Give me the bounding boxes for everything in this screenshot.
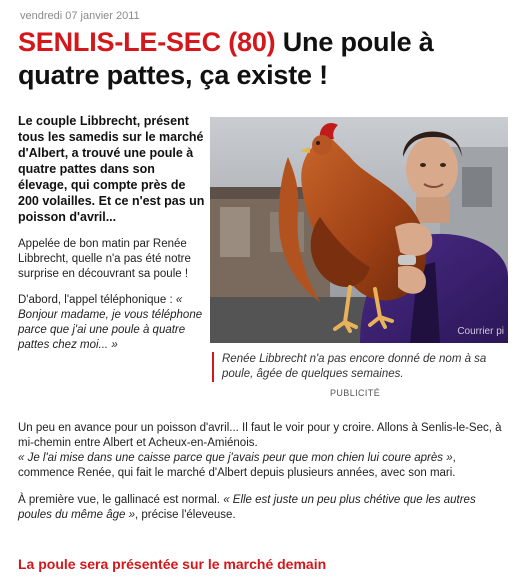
paragraph-4-text: À première vue, le gallinacé est normal. xyxy=(18,494,224,506)
paragraph-4-quote: « Elle est juste un peu plus chétive que les autres poules du même âge » xyxy=(18,494,476,521)
photo-illustration xyxy=(210,117,508,343)
article-photo[interactable] xyxy=(210,117,508,343)
paragraph-2-quote: « Bonjour madame, je vous téléphone parce que j'ai une poule à quatre pattes chez moi... » xyxy=(18,294,203,351)
article-left-column xyxy=(18,113,206,364)
paragraph-2-intro: D'abord, l'appel téléphonique : xyxy=(18,294,176,306)
photo-caption: Renée Libbrecht n'a pas encore donné de nom à sa poule, âgée de quelques semaines. xyxy=(212,352,514,382)
article-lead: Le couple Libbrecht, présent tous les samedis sur le marché d'Albert, a trouvé une poule à quatre pattes dans son élevage, qui compte près de 200 volailles. Et ce n'est pas un poisson d'avril... xyxy=(18,114,205,224)
article-date: vendredi 07 janvier 2011 xyxy=(20,10,140,22)
advertising-label: PUBLICITÉ xyxy=(330,388,381,398)
paragraph-3-end: , commence Renée, qui fait le marché d'Albert depuis plusieurs années, avec son mari. xyxy=(18,452,456,479)
paragraph-3-quote: « Je l'ai mise dans une caisse parce que j'avais peur que mon chien lui coure après » xyxy=(18,452,453,464)
paragraph-4-end: , précise l'éleveuse. xyxy=(135,509,236,521)
article-paragraph-2 xyxy=(18,293,206,353)
article-paragraph-3 xyxy=(18,421,508,481)
article-paragraph-1: Appelée de bon matin par Renée Libbrecht, quelle n'a pas été notre surprise en découvrant sa poule ! xyxy=(18,238,191,280)
headline-title: Une poule à quatre pattes, ça existe ! xyxy=(18,27,434,90)
article-paragraph-4 xyxy=(18,493,508,523)
article-subheading: La poule sera présentée sur le marché demain xyxy=(18,556,327,572)
photo-watermark: Courrier pi xyxy=(457,326,504,337)
headline-place: SENLIS-LE-SEC (80) xyxy=(18,27,276,57)
article-headline xyxy=(18,26,508,92)
paragraph-3-text: Un peu en avance pour un poisson d'avril... Il faut le voir pour y croire. Allons à Senlis-le-Sec, à mi-chemin entre Albert et Acheux-en-Amiénois. xyxy=(18,422,502,449)
article-body xyxy=(18,421,508,535)
